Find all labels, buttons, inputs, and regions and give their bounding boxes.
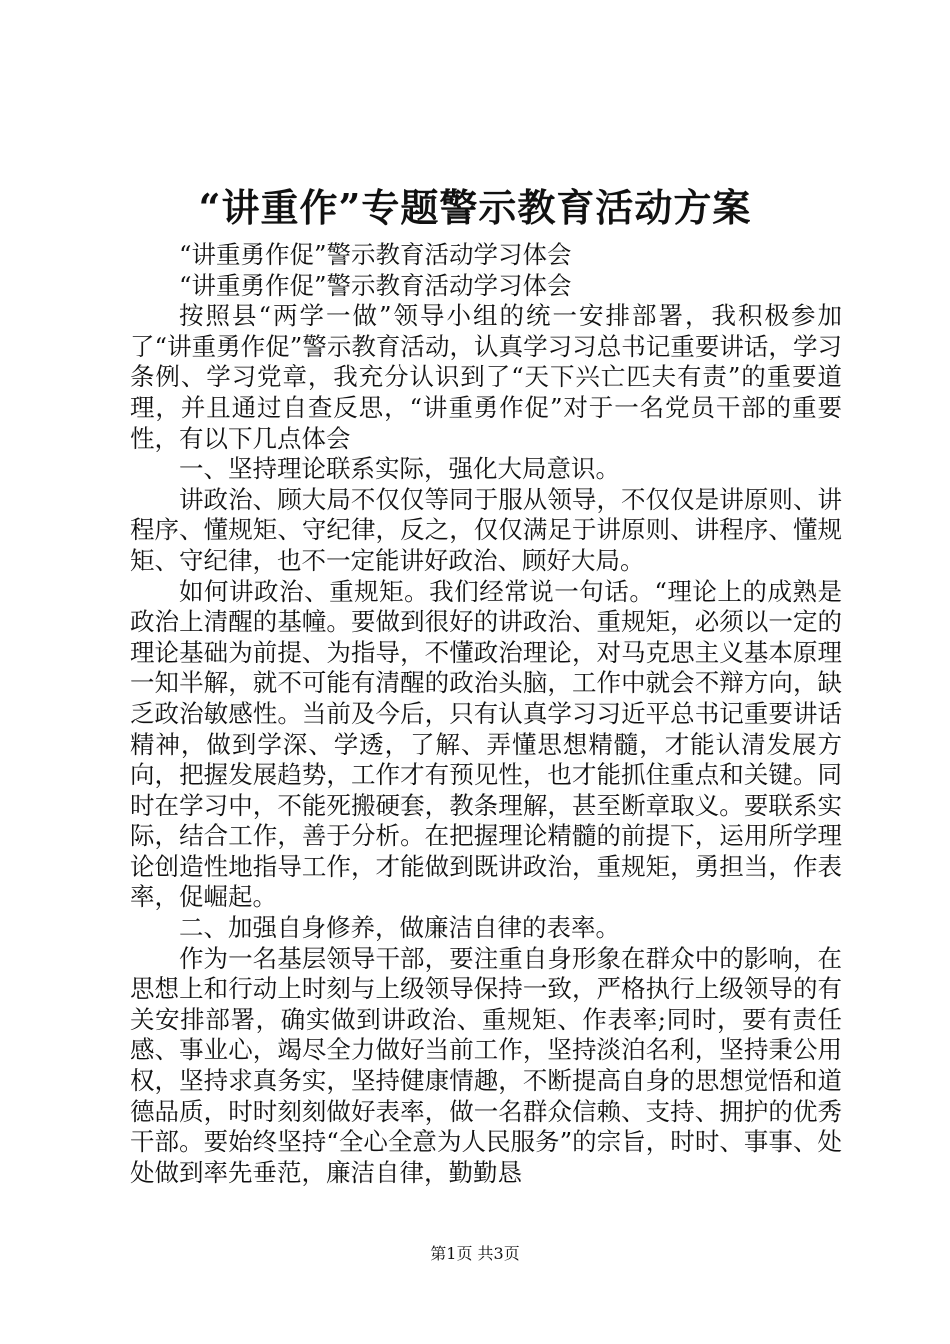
paragraph-subtitle-2: “讲重勇作促”警示教育活动学习体会 <box>179 270 572 300</box>
page-footer: 第1页 共3页 <box>430 1244 520 1263</box>
document-body <box>130 240 842 1188</box>
document-title: “讲重作”专题警示教育活动方案 <box>198 185 752 230</box>
paragraph-section-2-a: 作为一名基层领导干部，要注重自身形象在群众中的影响，在思想上和行动上时刻与上级领导保持一致，严格执行上级领导的有关安排部署，确实做到讲政治、重规矩、作表率;同时，要有责任感、事业心，竭尽全力做好当前工作，坚持淡泊名利，坚持秉公用权，坚持求真务实，坚持健康情趣，不断提高自身的思想觉悟和道德品质，时时刻刻做好表率，做一名群众信赖、支持、拥护的优秀干部。要始终坚持“全心全意为人民服务”的宗旨，时时、事事、处处做到率先垂范，廉洁自律，勤勤恳 <box>130 943 842 1187</box>
section-heading-1: 一、坚持理论联系实际，强化大局意识。 <box>179 454 620 484</box>
paragraph-section-1-b: 如何讲政治、重规矩。我们经常说一句话。“理论上的成熟是政治上清醒的基幢。要做到很好的讲政治、重规矩，必须以一定的理论基础为前提、为指导，不懂政治理论，对马克思主义基本原理一知半解，就不可能有清醒的政治头脑，工作中就会不辩方向，缺乏政治敏感性。当前及今后，只有认真学习习近平总书记重要讲话精神，做到学深、学透，了解、弄懂思想精髓，才能认清发展方向，把握发展趋势，工作才有预见性，也才能抓住重点和关键。同时在学习中，不能死搬硬套，教条理解，甚至断章取义。要联系实际，结合工作，善于分析。在把握理论精髓的前提下，运用所学理论创造性地指导工作，才能做到既讲政治，重规矩，勇担当，作表率，促崛起。 <box>130 576 842 912</box>
paragraph-section-1-a: 讲政治、顾大局不仅仅等同于服从领导，不仅仅是讲原则、讲程序、懂规矩、守纪律，反之，仅仅满足于讲原则、讲程序、懂规矩、守纪律，也不一定能讲好政治、顾好大局。 <box>130 484 842 575</box>
paragraph-intro: 按照县“两学一做”领导小组的统一安排部署，我积极参加了“讲重勇作促”警示教育活动，认真学习习总书记重要讲话，学习条例、学习党章，我充分认识到了“天下兴亡匹夫有责”的重要道理，并且通过自查反思，“讲重勇作促”对于一名党员干部的重要性，有以下几点体会 <box>130 301 842 453</box>
paragraph-subtitle-1: “讲重勇作促”警示教育活动学习体会 <box>179 240 572 269</box>
section-heading-2: 二、加强自身修养，做廉洁自律的表率。 <box>179 913 620 943</box>
